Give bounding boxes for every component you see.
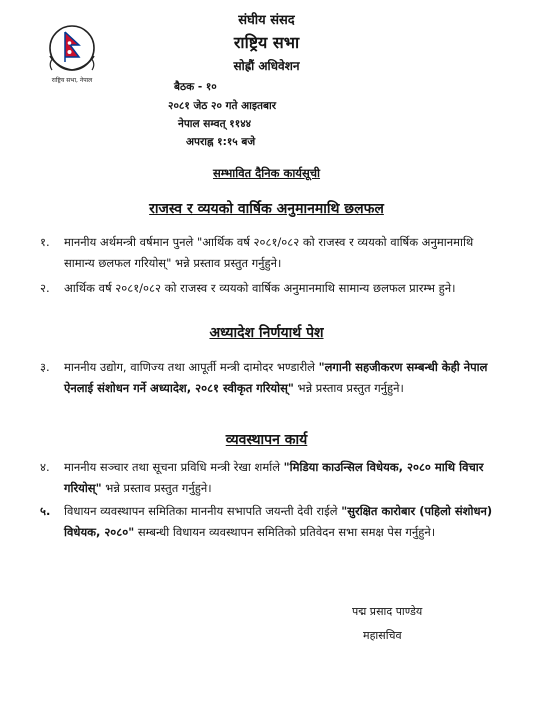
meeting-number: बैठक - १० xyxy=(174,81,217,93)
item-text: माननीय अर्थमन्त्री वर्षमान पुनले "आर्थिक वर्ष २०८१/०८२ को राजस्व र व्ययको वार्षिक अनुमानमाथि सामान्य छलफल गरियोस्" भन्ने प्रस्ताव प्रस्तुत गर्नुहुने। xyxy=(64,235,474,270)
signatory-name: पद्म प्रसाद पाण्डेय xyxy=(352,605,423,618)
session-title: सोह्रौं अधिवेशन xyxy=(233,59,300,73)
item-text-bold: "सुरक्षित कारोबार (पहिलो संशोधन) विधेयक, २०८०" xyxy=(64,504,493,539)
item-text-bold: "लगानी सहजीकरण सम्बन्धी केही नेपाल ऐनलाई संशोधन गर्ने अध्यादेश, २०८१ स्वीकृत गरियोस्" xyxy=(64,360,488,395)
agenda-item xyxy=(40,232,500,274)
item-text-post: सम्बन्धी विधायन व्यवस्थापन समितिको प्रतिवेदन सभा समक्ष पेस गर्नुहुने। xyxy=(134,525,436,539)
meeting-date: २०८१ जेठ २० गते आइतबार xyxy=(168,100,277,112)
section-title: राजस्व र व्ययको वार्षिक अनुमानमाथि छलफल xyxy=(149,201,384,217)
section-title: व्यवस्थापन कार्य xyxy=(225,432,308,448)
header-line-1: संघीय संसद xyxy=(238,13,295,28)
agenda-item xyxy=(40,278,500,299)
item-text xyxy=(64,457,500,499)
item-number: ४. xyxy=(40,460,50,474)
item-text xyxy=(64,357,500,399)
header-line-2: राष्ट्रिय सभा xyxy=(233,33,300,52)
nepal-samvat: नेपाल सम्वत् ११४४ xyxy=(178,118,252,130)
item-text: आर्थिक वर्ष २०८१/०८२ को राजस्व र व्ययको वार्षिक अनुमानमाथि सामान्य छलफल प्रारम्भ हुने। xyxy=(64,281,456,295)
agenda-item xyxy=(40,357,500,399)
item-text-pre: विधायन व्यवस्थापन समितिका माननीय सभापति जयन्ती देवी राईले xyxy=(64,504,342,518)
item-number: २. xyxy=(40,281,50,295)
item-text xyxy=(64,501,500,543)
item-text-post: भन्ने प्रस्ताव प्रस्तुत गर्नुहुने। xyxy=(293,381,404,395)
logo-caption: राष्ट्रिय सभा, नेपाल xyxy=(51,77,93,84)
item-text-post: भन्ने प्रस्ताव प्रस्तुत गर्नुहुने। xyxy=(101,481,212,495)
section-title: अध्यादेश निर्णयार्थ पेश xyxy=(209,325,324,341)
item-text-bold: "मिडिया काउन्सिल विधेयक, २०८० माथि विचार गरियोस्" xyxy=(64,460,484,495)
item-number: ५. xyxy=(40,504,51,518)
item-text-pre: माननीय सञ्चार तथा सूचना प्रविधि मन्त्री रेखा शर्माले xyxy=(64,460,284,474)
signatory-title: महासचिव xyxy=(363,629,402,642)
meeting-time: अपराह्न १:१५ बजे xyxy=(186,136,256,148)
item-number: १. xyxy=(40,235,50,249)
agenda-title: सम्भावित दैनिक कार्यसूची xyxy=(212,166,321,180)
item-number: ३. xyxy=(40,360,50,374)
item-text-pre: माननीय उद्योग, वाणिज्य तथा आपूर्ती मन्त्री दामोदर भण्डारीले xyxy=(64,360,319,374)
agenda-item xyxy=(40,501,500,543)
agenda-item xyxy=(40,457,500,499)
